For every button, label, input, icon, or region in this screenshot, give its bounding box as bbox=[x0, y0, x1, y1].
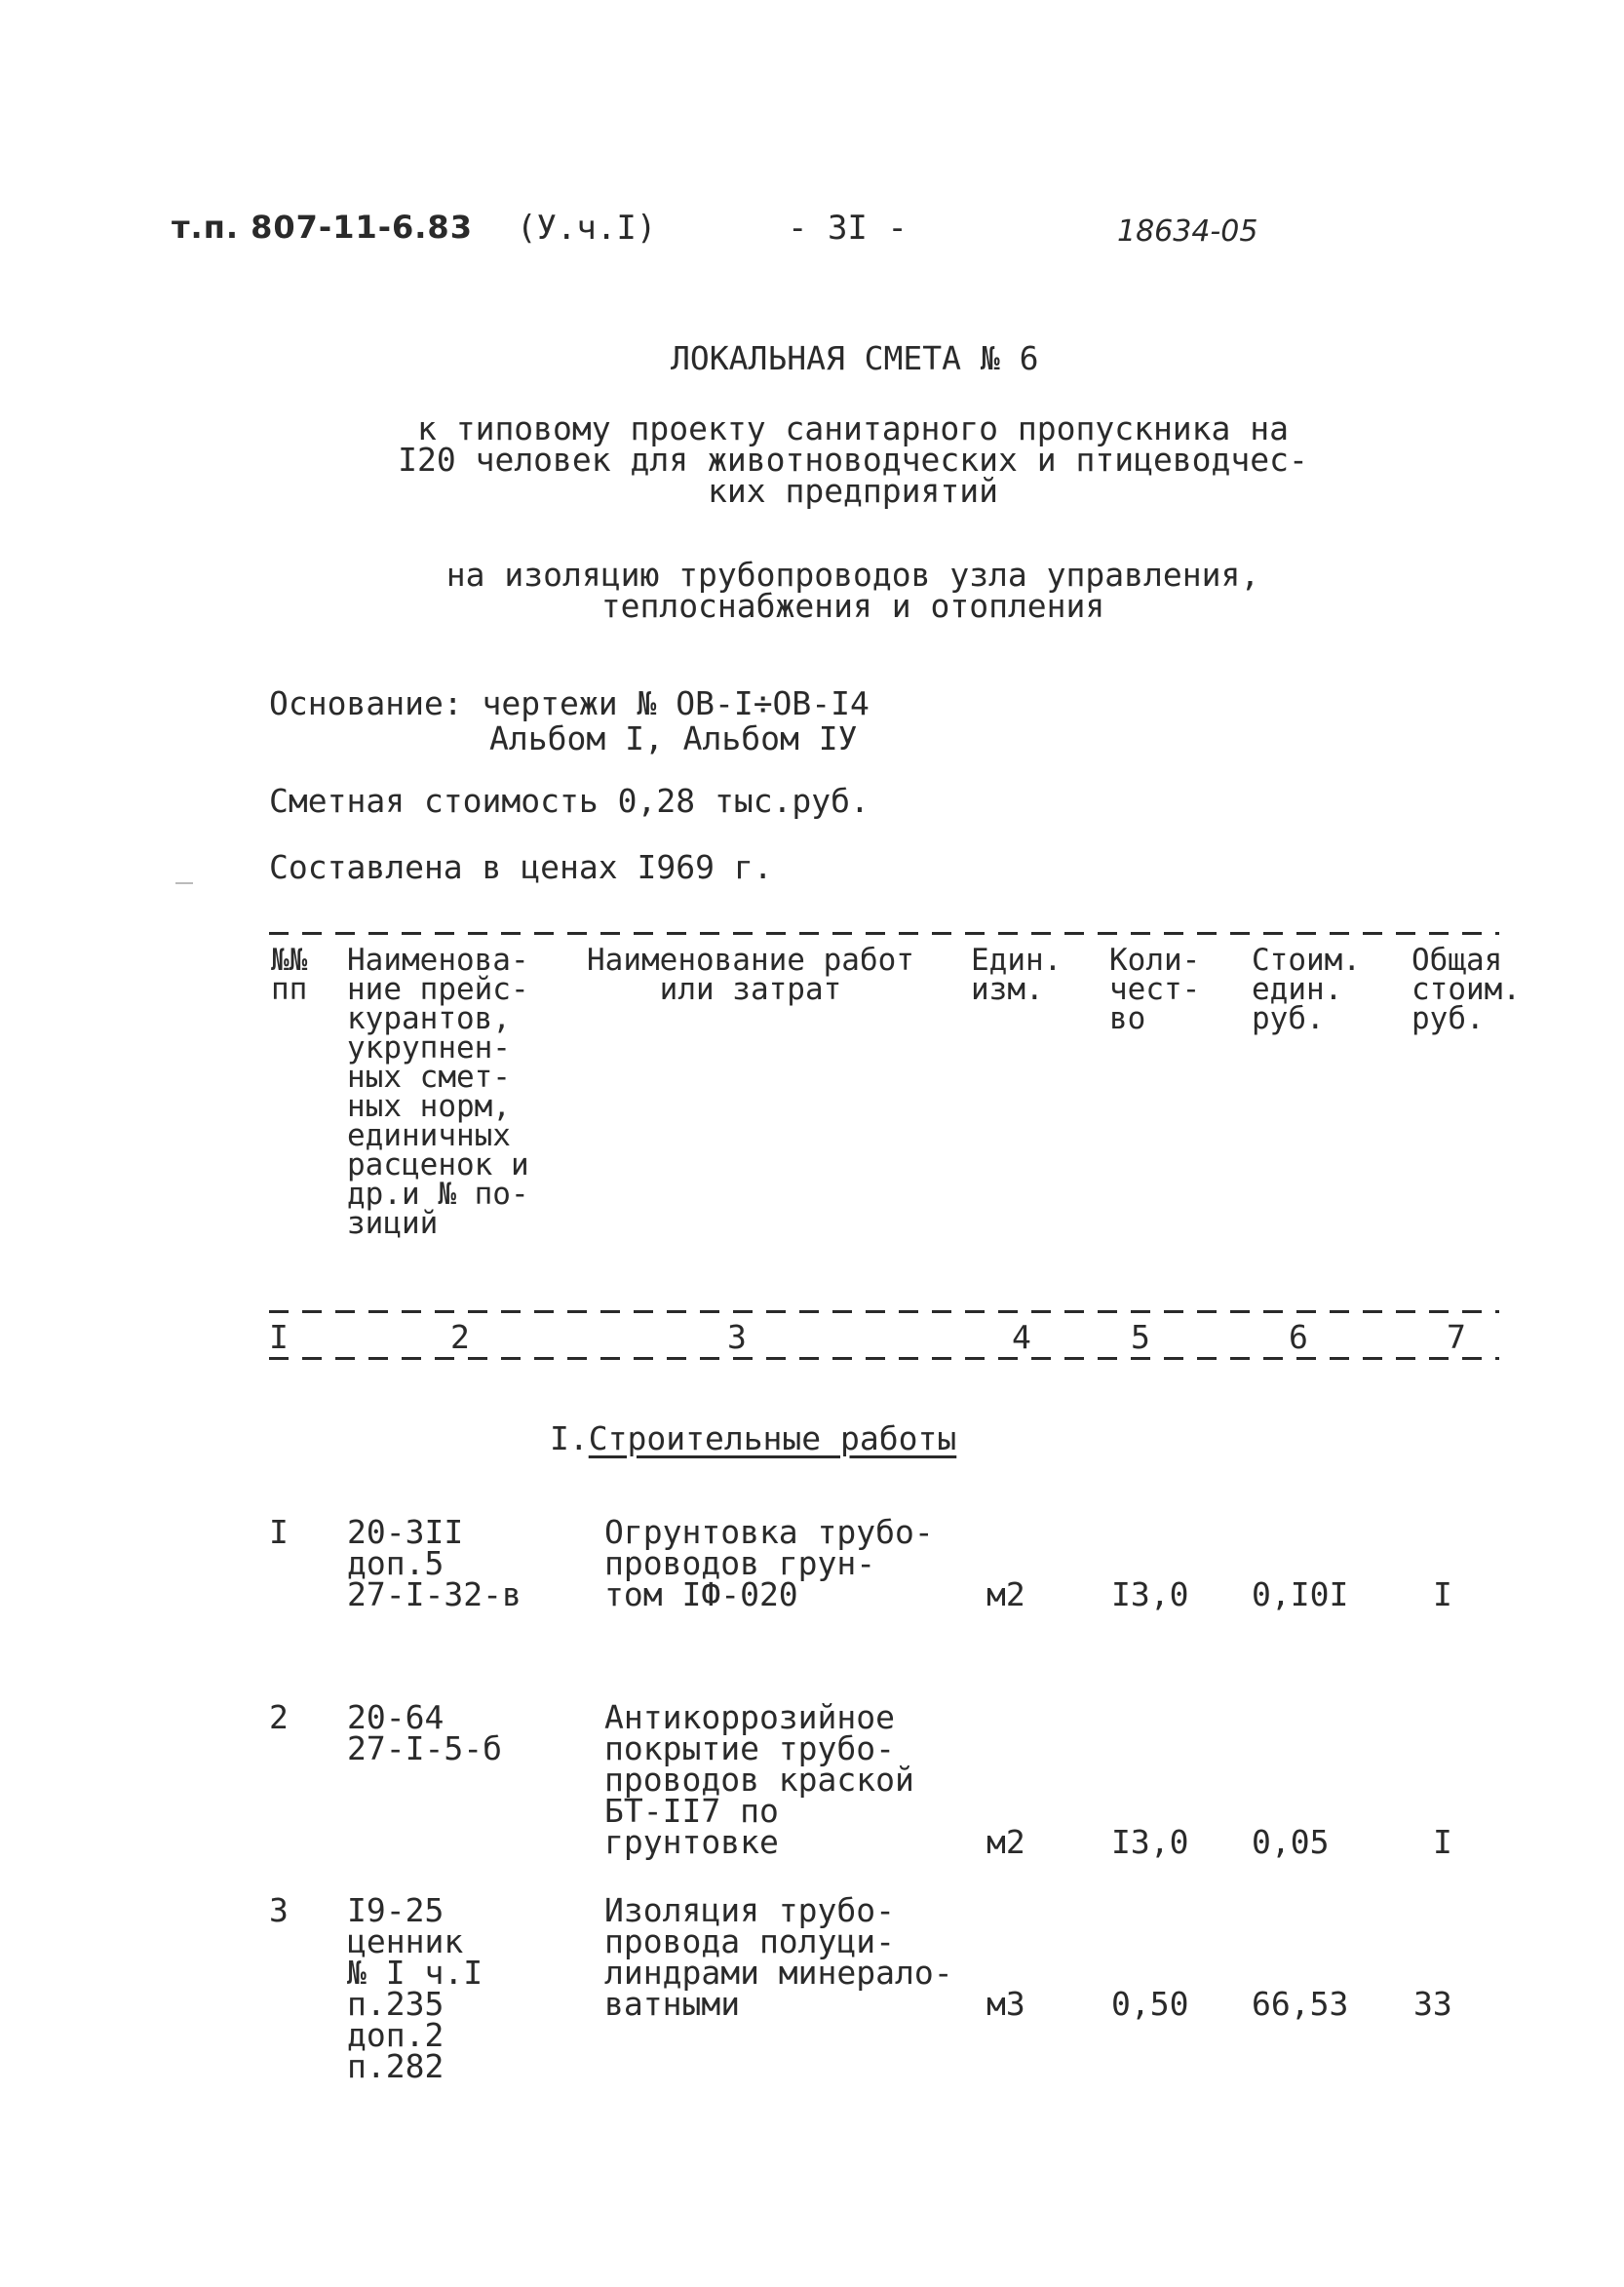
col-head-reference: Наименова- ние прейс- курантов, укрупнен- ных смет- ных норм, единичных расценок и др.и № по- зиций bbox=[347, 943, 529, 1241]
row-3-quantity: 0,50 bbox=[1111, 1985, 1189, 2023]
col-head-total-cost: Общая стоим. руб. bbox=[1411, 943, 1521, 1036]
basis-line-1: Основание: чертежи № ОВ-I÷ОВ-I4 bbox=[269, 684, 870, 722]
row-1-unit-cost: 0,I0I bbox=[1252, 1575, 1349, 1613]
row-3-total: 33 bbox=[1413, 1985, 1452, 2023]
row-3-unit: м3 bbox=[986, 1985, 1025, 2023]
col-number-1: I bbox=[269, 1318, 289, 1360]
table-header-rule bbox=[269, 1310, 1499, 1313]
row-1-number: I bbox=[269, 1513, 289, 1551]
subtitle-line: к типовому проекту санитарного пропускника на bbox=[416, 409, 1290, 447]
row-2-unit: м2 bbox=[986, 1823, 1025, 1861]
subtitle-block bbox=[273, 409, 1433, 510]
document-code: т.п. 807-11-6.83 bbox=[172, 209, 473, 246]
basis-line-2: Альбом I, Альбом IУ bbox=[489, 719, 858, 757]
table-top-rule bbox=[269, 932, 1499, 935]
row-1-reference: 20-3II доп.5 27-I-32-в bbox=[347, 1513, 522, 1613]
section-title: I.Строительные работы bbox=[550, 1419, 957, 1457]
document-part: (У.ч.I) bbox=[517, 209, 657, 248]
col-head-quantity: Коли- чест- во bbox=[1109, 943, 1201, 1036]
row-2-total: I bbox=[1433, 1823, 1452, 1861]
col-head-unit-cost: Стоим. един. руб. bbox=[1252, 943, 1361, 1036]
col-number-2: 2 bbox=[450, 1318, 470, 1356]
col-head-unit: Един. изм. bbox=[971, 943, 1063, 1007]
row-3-reference: I9-25 ценник № I ч.I п.235 доп.2 п.282 bbox=[347, 1891, 483, 2085]
col-number-3: 3 bbox=[727, 1318, 747, 1356]
col-head-work: Наименование работ или затрат bbox=[587, 943, 914, 1007]
col-number-7: 7 bbox=[1447, 1318, 1466, 1356]
row-3-number: 3 bbox=[269, 1891, 289, 1929]
row-2-number: 2 bbox=[269, 1698, 289, 1736]
prices-year: Составлена в ценах I969 г. bbox=[269, 848, 773, 886]
col-head-number: №№ пп bbox=[271, 943, 308, 1007]
row-1-unit: м2 bbox=[986, 1575, 1025, 1613]
col-number-6: 6 bbox=[1289, 1318, 1308, 1356]
page-number: - 3I - bbox=[788, 209, 908, 248]
row-1-quantity: I3,0 bbox=[1111, 1575, 1189, 1613]
estimated-cost: Сметная стоимость 0,28 тыс.руб. bbox=[269, 782, 870, 820]
row-3-unit-cost: 66,53 bbox=[1252, 1985, 1349, 2023]
row-2-unit-cost: 0,05 bbox=[1252, 1823, 1330, 1861]
row-2-reference: 20-64 27-I-5-б bbox=[347, 1698, 502, 1767]
purpose-line: на изоляцию трубопроводов узла управления, bbox=[445, 556, 1260, 594]
row-2-quantity: I3,0 bbox=[1111, 1823, 1189, 1861]
col-number-4: 4 bbox=[1012, 1318, 1031, 1356]
subtitle-line: ких предприятий bbox=[707, 472, 998, 510]
row-1-work: Огрунтовка трубо- проводов грун- том IФ-020 bbox=[604, 1513, 934, 1613]
subtitle-line: I20 человек для животноводческих и птицеводчес- bbox=[398, 441, 1308, 479]
col-number-5: 5 bbox=[1131, 1318, 1150, 1356]
scan-artifact bbox=[175, 882, 193, 884]
document-title: ЛОКАЛЬНАЯ СМЕТА № 6 bbox=[671, 339, 1039, 377]
table-numbers-rule bbox=[269, 1357, 1499, 1360]
row-1-total: I bbox=[1433, 1575, 1452, 1613]
row-3-work: Изоляция трубо- провода полуци- линдрами минерало- ватными bbox=[604, 1891, 953, 2023]
purpose-block bbox=[273, 556, 1433, 625]
registration-number: 18634-05 bbox=[1117, 214, 1258, 249]
row-2-work: Антикоррозийное покрытие трубо- проводов краской БТ-II7 по грунтовке bbox=[604, 1698, 914, 1861]
purpose-line: теплоснабжения и отопления bbox=[600, 587, 1105, 625]
